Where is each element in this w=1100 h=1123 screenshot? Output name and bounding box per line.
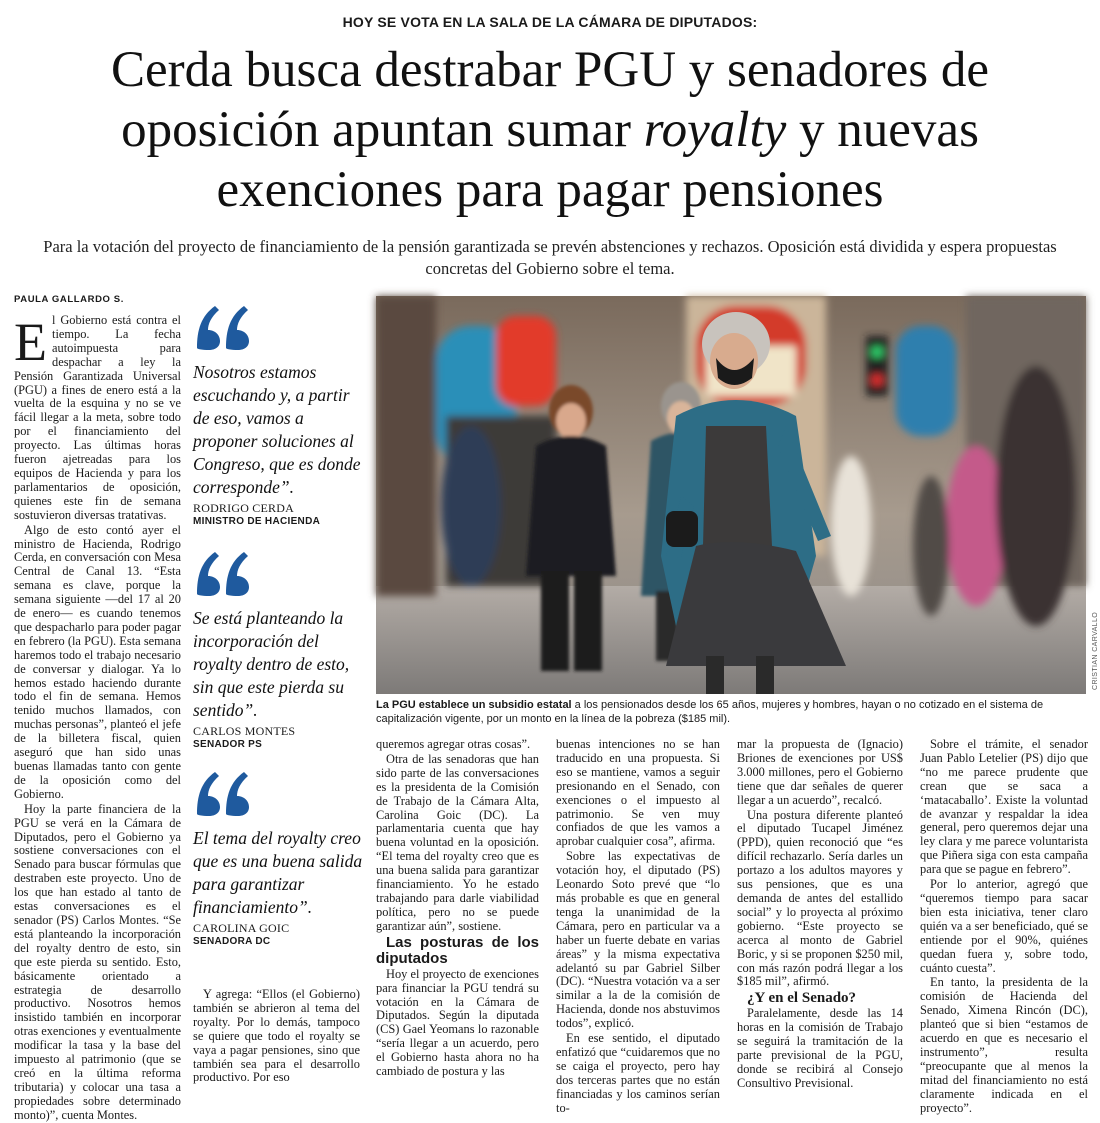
photo-caption [376,698,1088,726]
paragraph: Una postura diferente planteó el diputado Tucapel Jiménez (PPD), quien reconoció que “es difícil rechazarlo. Sería darles un portazo a los adultos mayores y sus pensiones, que es una demanda de antes del estallido social” y lo proyecta al próximo gobierno. “Este proyecto se acerca al monto de Gabriel Boric, y si se proponen $250 mil, con más razón podrá llegar a los $185 mil”, afirmó. [737,807,903,989]
quote-mark-icon [193,302,253,350]
headline-italic: royalty [643,102,787,158]
quote-role: SENADORA DC [193,936,271,947]
article-column-4 [737,737,903,1090]
article-column-1 [14,312,181,1122]
paragraph [14,314,181,523]
pull-quote-3 [193,768,363,947]
paragraph: Y agrega: “Ellos (el Gobierno) también se abrieron al tema del royalty. Por lo demás, tampoco se quiere que todo el royalty se vaya a pagar pensiones, sino que también sea para el desarrollo productivo. Por eso [193,987,360,1085]
paragraph: Por lo anterior, agregó que “queremos tiempo para sacar bien esta iniciativa, tener claro quién va a ser beneficiado, qué se entiende por el 90%, quiénes quedan fuera y, sobre todo, cuánto cuesta”. [920,877,1088,975]
article-column-3 [556,737,720,1115]
byline: PAULA GALLARDO S. [14,294,124,305]
quote-author: CARLOS MONTES [193,724,296,738]
paragraph: buenas intenciones no se han traducido en una propuesta. Si eso se mantiene, vamos a seguir presionando en el Senado, con exenciones o el impuesto al patrimonio. Se ven muy confiados de que les vamos a aprobar cualquier cosa”, afirma. [556,737,720,849]
paragraph: mar la propuesta de (Ignacio) Briones de exenciones por US$ 3.000 millones, pero el Gobierno tiene que dar señales de querer llegar a un acuerdo”, recalcó. [737,737,903,807]
section-subhead: ¿Y en el Senado? [747,990,857,1007]
quote-author: RODRIGO CERDA [193,501,294,515]
pull-quote-2 [193,548,363,750]
photo-illustration [376,296,1086,694]
photo-credit: CRISTIAN CARVALLO [1092,611,1099,690]
paragraph: Paralelamente, desde las 14 horas en la comisión de Trabajo se seguirá la tramitación de la parte previsional de la PGU, donde se recibirá al Consejo Consultivo Previsional. [737,1006,903,1090]
street-photo [376,296,1086,694]
section-subhead: Las posturas de los diputados [376,933,539,967]
paragraph: queremos agregar otras cosas”. [376,737,531,751]
paragraph: En ese sentido, el diputado enfatizó que “cuidaremos que no se caiga el proyecto, pero hay dos terceras partes que no están financiadas y los caminos serían to- [556,1031,720,1115]
kicker: HOY SE VOTA EN LA SALA DE LA CÁMARA DE DIPUTADOS: [342,14,758,30]
paragraph: Hoy la parte financiera de la PGU se verá en la Cámara de Diputados, pero el Gobierno ya sostiene conversaciones con el Senado para buscar fórmulas que destraben este proyecto. Uno de los que han estado al tanto de estas conversaciones es el senador (PS) Carlos Montes. “Se está planteando la incorporación del royalty dentro de esto, sin que este pierda su sentido. Esto, básicamente orientado a estrategia de desarrollo productivo. Nosotros hemos insistido también en incorporar otras exenciones y eventualmente modificar la tasa y la base del impuesto al patrimonio (que se creó en la última reforma tributaria) y colocar una tasa a propiedades sobre determinado monto)”, cuenta Montes. [14,801,181,1122]
paragraph: Hoy el proyecto de exenciones para financiar la PGU tendrá su votación en la Cámara de Diputados. Según la diputada (CS) Gael Yeomans lo razonable “sería llegar a un acuerdo, pero el Gobierno hasta ahora no ha cambiado de postura y las [376,966,539,1079]
paragraph: Sobre el trámite, el senador Juan Pablo Letelier (PS) dijo que “no me parece prudente que crean que se saca a ‘matacaballo’. Existe la voluntad de avanzar y respaldar la idea general, pero queremos dejar una ley clara y me parece voluntarista que Piñera siga con esta campaña para que se pague en febrero”. [920,737,1088,877]
pull-quote-1 [193,302,363,527]
article-column-2-bottom [193,988,360,1083]
drop-cap: E [14,312,47,372]
caption-bold: La PGU establece un subsidio estatal [376,699,572,711]
headline [20,40,1080,220]
paragraph: Sobre las expectativas de votación hoy, el diputado (PS) Leonardo Soto prevé que “lo más probable es que en general tenga la unanimidad de la Cámara, pero en particular va a haber un fuerte debate en varias áreas” y la misma expectativa adelantó su par Gabriel Silber (DC). “Nuestra votación va a ser similar a la de la comisión de Hacienda, donde nos abstuvimos todos”, explicó. [556,849,720,1031]
quote-text: Se está planteando la incorporación del royalty dentro de esto, sin que este pierda su sentido”. [193,608,350,720]
deck: Para la votación del proyecto de financiamiento de la pensión garantizada se prevén abstenciones y rechazos. Oposición está dividida y espera propuestas concretas del Gobierno sobre el tema. [43,237,1057,278]
quote-text: Nosotros estamos escuchando y, a partir de eso, vamos a proponer soluciones al Congreso, que es donde corresponde”. [193,362,361,497]
caption-rest: a los pensionados desde los 65 años, mujeres y hombres, hayan o no cotizado en el sistema de capitalización vigente, por un monto en la línea de la pobreza ($185 mil). [376,699,1044,725]
quote-mark-icon [193,548,253,596]
quote-role: SENADOR PS [193,739,263,750]
pull-quotes [193,302,363,947]
quote-author: CAROLINA GOIC [193,921,290,935]
paragraph: Otra de las senadoras que han sido parte de las conversaciones es la presidenta de la Comisión de Trabajo de la Cámara Alta, Carolina Goic (DC). La parlamentaria cuenta que hay buena voluntad en la oposición. “El tema del royalty creo que es una buena salida para garantizar financiamiento. Yo he estado trabajando para darle viabilidad política, pero no se puede garantizar aún”, sostiene. [376,751,539,933]
quote-role: MINISTRO DE HACIENDA [193,516,321,527]
article-column-5 [920,737,1088,1115]
paragraph: Algo de esto contó ayer el ministro de Hacienda, Rodrigo Cerda, en conversación con Mesa Central de Canal 13. “Esta semana es clave, porque la semana siguiente —del 17 al 20 de enero— es cuando tenemos que despacharlo para poder pagar en febrero (la PGU). Esta semana haremos todo el trabajo necesario de conversar y dialogar. Ya lo hemos estado haciendo durante todo el fin de semana. Hemos tenido muchos llamados, con muchas personas”, planteó el jefe de la billetera fiscal, quien aseguró que han sido unas buenas llamadas tanto con gente de la oposición como del Gobierno. [14,522,181,801]
article-column-2 [376,738,539,1078]
headline-part1: Cerda busca destrabar PGU y senadores de oposición apuntan sumar [110,42,990,158]
headline-part2: y nuevas exenciones para pagar pensiones [216,102,979,218]
quote-text: El tema del royalty creo que es una buena salida para garantizar financiamiento”. [193,828,363,917]
quote-mark-icon [193,768,253,816]
paragraph-text: l Gobierno está contra el tiempo. La fecha autoimpuesta para despachar a ley la Pensión Garantizada Universal (PGU) a fines de enero está a la vuelta de la esquina y no se ve fácil llegar a la meta, sobre todo por el financiamiento del proyecto. Las últimas horas fueron ajetreadas para los equipos de Hacienda y para los parlamentarios de oposición, quienes este fin de semana sostuvieron diversas tratativas. [14,313,181,522]
paragraph: En tanto, la presidenta de la comisión de Hacienda del Senado, Ximena Rincón (DC), planteó que si bien “estamos de acuerdo en que es necesario el instrumento”, resulta “preocupante que al menos la mitad del financiamiento no está claramente indicada en el proyecto”. [920,975,1088,1115]
